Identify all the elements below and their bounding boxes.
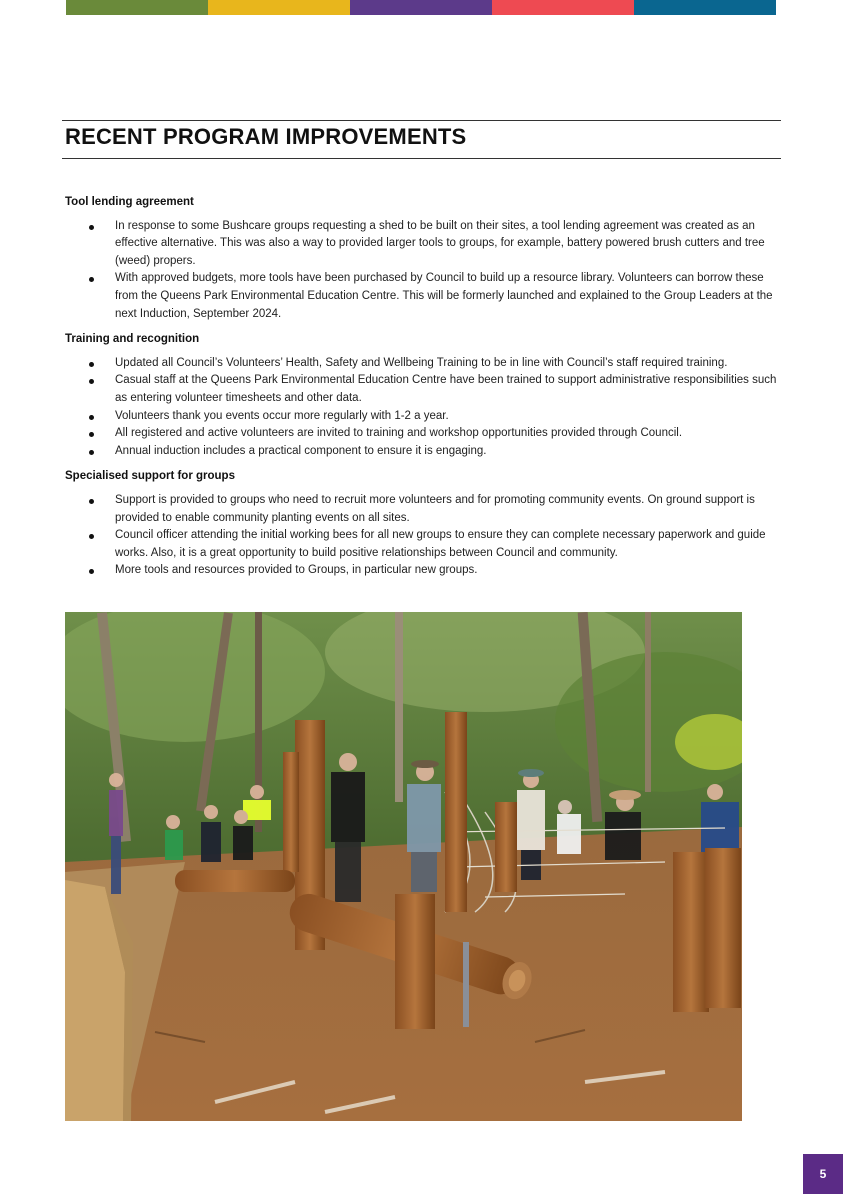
bullet-icon [89, 362, 94, 367]
list-item [65, 443, 781, 461]
color-bar-segment-red [492, 0, 634, 15]
list-item-text: Casual staff at the Queens Park Environmental Education Centre have been trained to support administrative responsibilities such as entering volunteer timesheets and other data. [115, 374, 777, 404]
color-bar-segment-purple [350, 0, 492, 15]
section-tool-lending [65, 194, 781, 323]
title-rule-top [62, 120, 781, 121]
list-item [65, 270, 781, 323]
section-heading: Training and recognition [65, 333, 200, 346]
list-item-text: More tools and resources provided to Groups, in particular new groups. [115, 564, 478, 577]
list-item-text: Support is provided to groups who need to recruit more volunteers and for promoting community events. On ground support is provided to enable community planting events on all sites. [115, 493, 755, 524]
bullet-icon [89, 569, 94, 574]
bullet-list [65, 218, 781, 324]
section-training [65, 331, 781, 460]
list-item [65, 425, 781, 443]
bullet-icon [89, 277, 94, 282]
bullet-icon [89, 415, 94, 420]
bullet-icon [89, 534, 94, 539]
list-item [65, 372, 781, 407]
list-item-text: Annual induction includes a practical component to ensure it is engaging. [115, 444, 487, 457]
list-item-text: With approved budgets, more tools have been purchased by Council to build up a resource library. Volunteers can borrow these from the Queens Park Environmental Education Centre. This will be formerly launched and explained to the Group Leaders at the next Induction, September 2024. [115, 272, 773, 320]
list-item [65, 562, 781, 580]
color-bar-segment-blue [634, 0, 776, 15]
color-bar-segment-yellow [208, 0, 350, 15]
bullet-icon [89, 225, 94, 230]
page-number-badge: 5 [803, 1154, 843, 1194]
list-item [65, 527, 781, 562]
list-item-text: In response to some Bushcare groups requesting a shed to be built on their sites, a tool lending agreement was created as an effective alternative. This was also a way to provided larger tools to groups, for example, battery powered brush cutters and tree (weed) propers. [115, 219, 765, 267]
page-title: RECENT PROGRAM IMPROVEMENTS [65, 124, 467, 149]
bullet-list [65, 492, 781, 580]
bullet-icon [89, 499, 94, 504]
list-item-text: Volunteers thank you events occur more regularly with 1-2 a year. [115, 409, 449, 422]
section-specialised-support [65, 468, 781, 580]
bullet-icon [89, 432, 94, 437]
volunteers-bushland-photo [65, 612, 742, 1121]
title-rule-bottom [62, 158, 781, 159]
content-body [65, 194, 781, 588]
bullet-icon [89, 379, 94, 384]
list-item [65, 492, 781, 527]
list-item [65, 408, 781, 426]
color-bar-segment-green [66, 0, 208, 15]
header-color-bar [66, 0, 776, 15]
list-item [65, 218, 781, 271]
list-item-text: All registered and active volunteers are invited to training and workshop opportunities provided through Council. [115, 427, 683, 440]
list-item-text: Updated all Council’s Volunteers’ Health, Safety and Wellbeing Training to be in line with Council’s staff required training. [115, 356, 728, 369]
list-item [65, 355, 781, 373]
section-heading: Tool lending agreement [65, 196, 194, 208]
list-item-text: Council officer attending the initial working bees for all new groups to ensure they can complete necessary paperwork and guide works. Also, it is a great opportunity to build positive relationships between Council and community. [115, 529, 766, 559]
bullet-icon [89, 450, 94, 455]
section-heading: Specialised support for groups [65, 470, 235, 483]
bullet-list [65, 355, 781, 461]
